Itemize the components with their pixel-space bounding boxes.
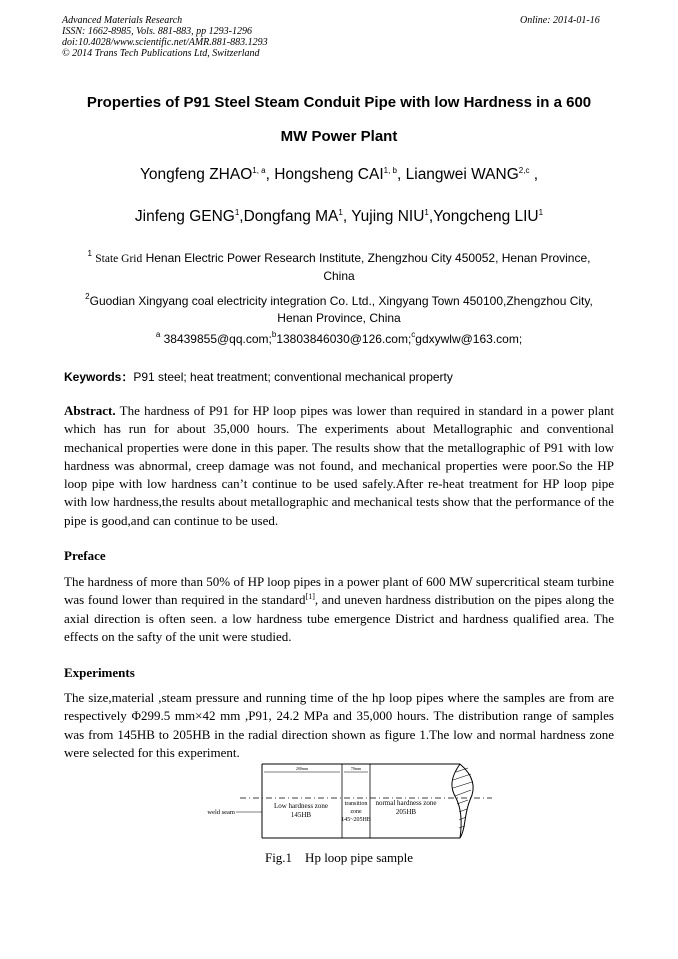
email-mark: a [155,330,161,339]
author-name: Dongfang MA [243,208,339,225]
citation-ref: [1] [305,592,315,602]
transition-zone-value: 145~205HB [341,817,371,823]
author-line-2: Jinfeng GENG$^1$,Dongfang $MA^1$, Yujing NIU$^1$,Yongcheng LIU$^1$ [134,208,544,225]
preface-text: The hardness of more than 50% of HP loop pipes in a power plant of 600 MW supercritical steam turbine was found lower than required in the standard [64,574,614,608]
author-name: Yongcheng LIU [433,208,539,225]
pipe-break-end [452,764,461,838]
doi-line: doi:10.4028/www.scientific.net/AMR.881-883.1293 [62,37,268,48]
journal-header [62,15,268,59]
preface-text: , and uneven hardness distribution on the pipes along the axial direction is often seen. a low hardness tube emergence District and hardness qualified area. The effects on the safty of the unit were studied. [64,592,614,644]
affiliation-text: China [323,269,355,283]
figure-caption: Fig.1 Hp loop pipe sample [264,850,414,865]
keywords [64,368,453,385]
author-name: Hongsheng CAI [274,166,384,183]
normal-hardness-zone-value: 205HB [395,808,417,816]
transition-zone-label: transition [344,801,368,807]
author-affiliation-mark: 1 [424,208,429,217]
abstract [64,402,614,530]
low-hardness-zone-value: 145HB [290,811,312,819]
affiliation-1 [60,245,618,285]
affiliation-text: Henan Province, China [277,311,401,325]
email-mark: c [411,330,416,339]
affiliation-2 [60,288,618,327]
dimension-label-70mm: 70mm [350,766,362,771]
weld-seam-label: weld seam [207,809,235,816]
author-name: Yujing NIU [351,208,425,225]
affiliation-mark: 1 [87,249,92,258]
affiliation-mark: 2 [85,292,90,301]
email-address: 13803846030@126.com; [276,332,412,346]
author-affiliation-mark: 1, b [383,166,397,175]
copyright-line: © 2014 Trans Tech Publications Ltd, Switzerland [62,48,260,59]
transition-zone-label: zone [350,809,362,815]
pipe-sample-figure [200,758,500,846]
experiments-paragraph: The size,material ,steam pressure and running time of the hp loop pipes where the samples are from are respectively Φ299.5 mm×42 mm ,P91, 24.2 MPa and 35,000 hours. The distribution range of samples was from 145HB to 205HB in the radial direction shown as figure 1.The low and normal hardness zone were selected for this experiment. [64,690,614,760]
issn-line: ISSN: 1662-8985, Vols. 881-883, pp 1293-1296 [62,26,252,37]
email-address: 38439855@qq.com; [163,332,272,346]
author-name: Liangwei WANG [405,166,519,183]
abstract-text: The hardness of P91 for HP loop pipes was lower than required in standard in a power plant which has run for about 35,000 hours. The experiments about Metallographic and conventional mechanical properties were done in this paper. The results show that the metallographic of P91 with low hardness was abnormal, creep damage was not found, and mechanical properties were poor.So the HP loop pipe with low hardness can’t continue to be used safely.After re-heat treatment for HP loop pipe with low hardness,the results about metallographic and mechanical tests show that the performance of the pipe is good,and can continue to be used. [64,403,615,528]
author-affiliation-mark: 1 [338,208,343,217]
dimension-label-200mm: 200mm [295,766,309,771]
preface-heading: Preface [64,548,106,563]
author-affiliation-mark: 1, a [252,166,266,175]
experiments-heading: Experiments [64,665,135,680]
affiliation-text: Henan Electric Power Research Institute, Zhengzhou City 450052, Henan Province, [145,251,591,265]
email-address: gdxywlw@163.com; [415,332,523,346]
author-name: Jinfeng GENG [134,208,235,225]
journal-name: Advanced Materials Research [62,15,183,26]
paper-title-line-2: MW Power Plant [280,128,398,145]
low-hardness-zone-label: Low hardness zone [273,802,329,810]
keywords-label: Keywords： [64,370,134,384]
email-line [40,330,638,346]
online-date: Online: 2014-01-16 [520,15,600,26]
affiliation-text: Guodian Xingyang coal electricity integration Co. Ltd., Xingyang Town 450100,Zhengzhou City, [89,294,593,308]
author-line-1: Yongfeng ZHAO$^{1, a}$, Hongsheng CAI$^{1, b}$, Liangwei WANG$^{2,c}$ , [139,166,539,183]
email-mark: b [271,330,277,339]
author-affiliation-mark: 2,c [518,166,530,175]
keywords-text: P91 steel; heat treatment; conventional mechanical property [133,370,453,384]
paper-title-line-1: Properties of P91 Steel Steam Conduit Pipe with low Hardness in a 600 [86,94,592,111]
author-affiliation-mark: 1 [538,208,544,217]
abstract-label: Abstract. [64,403,116,418]
preface-paragraph [64,573,614,646]
author-affiliation-mark: 1 [234,208,240,217]
author-name: Yongfeng ZHAO [139,166,253,183]
normal-hardness-zone-label: normal hardness zone [375,799,437,807]
affiliation-org: State Grid [95,253,143,265]
